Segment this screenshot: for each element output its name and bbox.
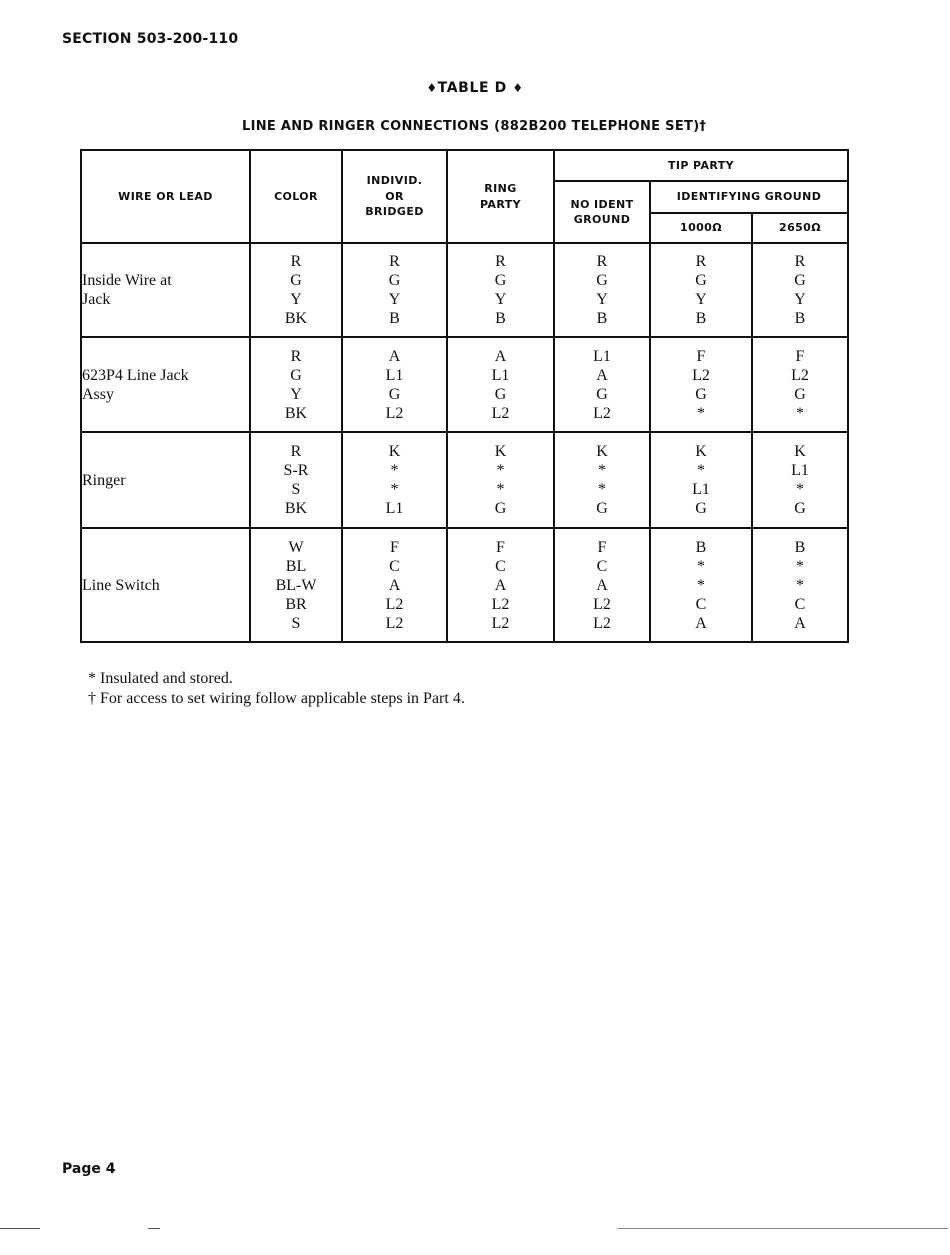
footnotes (88, 669, 465, 709)
cell-value: G (695, 385, 707, 403)
scan-artifact (0, 1228, 40, 1229)
cell-color (250, 337, 342, 432)
cell-value: F (496, 538, 505, 556)
cell-value: * (390, 481, 399, 498)
scan-artifact (618, 1228, 948, 1229)
cell-value: S (291, 614, 301, 632)
cell-value: L2 (491, 614, 510, 632)
cell-value: L2 (385, 614, 404, 632)
cell-lead (81, 243, 250, 337)
cell-value: A (596, 366, 608, 384)
table-row (81, 243, 848, 337)
cell-value: BR (285, 595, 307, 613)
cell-value: C (596, 557, 608, 575)
cell-value: K (388, 443, 401, 460)
cell-value: Line Switch (82, 576, 160, 594)
cell-value: F (696, 347, 706, 365)
cell-individ (342, 432, 447, 528)
cell-value: L1 (385, 500, 404, 517)
cell-no-ident (554, 528, 650, 642)
cell-color (250, 243, 342, 337)
cell-value: * (496, 481, 505, 498)
cell-value: * (796, 576, 804, 594)
cell-value: F (795, 347, 805, 365)
cell-value: G (794, 385, 806, 403)
table-title-text: TABLE D (437, 80, 507, 96)
cell-value: K (695, 443, 707, 460)
header-ring-party-line: PARTY (479, 197, 521, 211)
cell-no-ident (554, 432, 650, 528)
scan-artifact (148, 1228, 160, 1229)
cell-value: * (697, 462, 705, 479)
header-1000-ohm: 1000Ω (650, 213, 752, 243)
cell-ohm-1000 (650, 432, 752, 528)
cell-no-ident (554, 337, 650, 432)
cell-ohm-2650 (752, 432, 848, 528)
cell-ring-party (447, 432, 554, 528)
header-no-ident-line: NO IDENT (570, 197, 634, 211)
cell-value: G (695, 500, 707, 517)
cell-value: R (290, 443, 302, 460)
cell-value: * (796, 557, 804, 575)
table-subtitle: LINE AND RINGER CONNECTIONS (882B200 TELEPHONE SET)† (242, 119, 707, 134)
table-row (81, 528, 848, 642)
cell-value: L1 (791, 462, 809, 479)
table-row (81, 337, 848, 432)
cell-value: L2 (692, 366, 710, 384)
cell-value: L2 (593, 404, 611, 422)
cell-value: BK (284, 310, 308, 327)
cell-ring-party (447, 243, 554, 337)
cell-value: * (796, 481, 804, 498)
cell-value: L2 (385, 595, 404, 613)
cell-value: B (495, 310, 506, 327)
cell-value: L1 (385, 366, 404, 384)
cell-value: A (494, 347, 507, 365)
cell-value: Y (388, 291, 401, 308)
cell-value: B (389, 310, 400, 327)
cell-value: B (695, 538, 707, 556)
cell-value: Jack (82, 291, 111, 308)
cell-value: B (596, 310, 608, 327)
cell-ohm-1000 (650, 337, 752, 432)
cell-value: S-R (283, 462, 309, 479)
header-tip-party: TIP PARTY (554, 150, 848, 181)
cell-value: G (388, 385, 401, 403)
diamond-icon-right: ♦ (512, 81, 524, 95)
cell-lead (81, 528, 250, 642)
cell-value: B (794, 538, 806, 556)
cell-ohm-2650 (752, 337, 848, 432)
cell-value: A (494, 576, 507, 594)
cell-value: K (494, 443, 507, 460)
header-individ-line: INDIVID. (366, 174, 423, 188)
cell-value: G (494, 385, 507, 403)
cell-value: G (596, 272, 608, 289)
section-header: SECTION 503-200-110 (62, 31, 239, 47)
header-individ-line: OR (385, 189, 404, 203)
cell-lead (81, 337, 250, 432)
cell-value: R (596, 253, 608, 270)
cell-value: L2 (385, 404, 404, 422)
cell-value: BK (284, 404, 308, 422)
cell-value: L1 (593, 347, 611, 365)
cell-value: L1 (692, 481, 710, 498)
cell-value: R (389, 253, 400, 270)
cell-value: S (291, 481, 301, 498)
cell-ring-party (447, 528, 554, 642)
table-row (81, 432, 848, 528)
cell-value: Ringer (82, 471, 126, 489)
header-no-ident-ground (554, 181, 650, 243)
header-color: COLOR (250, 150, 342, 243)
cell-ohm-2650 (752, 243, 848, 337)
cell-value: C (495, 557, 506, 575)
cell-color (250, 432, 342, 528)
cell-value: R (290, 347, 302, 365)
cell-value: B (695, 310, 707, 327)
header-individ-line: BRIDGED (365, 205, 424, 219)
cell-value: G (388, 272, 401, 289)
cell-ring-party (447, 337, 554, 432)
header-individ (342, 150, 447, 243)
cell-color (250, 528, 342, 642)
cell-ohm-1000 (650, 243, 752, 337)
table-body (81, 243, 848, 642)
header-ring-party (447, 150, 554, 243)
cell-no-ident (554, 243, 650, 337)
cell-ohm-2650 (752, 528, 848, 642)
cell-value: G (794, 500, 806, 517)
cell-lead (81, 432, 250, 528)
cell-value: L2 (593, 614, 611, 632)
header-no-ident-line: GROUND (573, 213, 631, 226)
cell-value: A (596, 576, 608, 594)
cell-value: L2 (491, 595, 510, 613)
cell-value: 623P4 Line Jack (82, 366, 189, 384)
cell-value: K (596, 443, 608, 460)
cell-value: * (697, 576, 705, 594)
cell-value: Y (695, 291, 707, 308)
cell-value: * (697, 404, 705, 422)
cell-value: Y (494, 291, 507, 308)
cell-value: B (794, 310, 806, 327)
diamond-icon-left: ♦ (426, 81, 438, 95)
cell-value: Y (290, 385, 302, 403)
header-identifying-ground: IDENTIFYING GROUND (650, 181, 848, 213)
cell-value: BL-W (275, 576, 317, 594)
cell-value: W (288, 538, 304, 556)
header-wire-or-lead: WIRE OR LEAD (81, 150, 250, 243)
cell-value: R (290, 253, 302, 270)
cell-value: Y (290, 291, 302, 308)
cell-ohm-1000 (650, 528, 752, 642)
cell-value: L2 (593, 595, 611, 613)
cell-value: C (794, 595, 806, 613)
cell-value: * (697, 557, 705, 575)
cell-value: L2 (491, 404, 510, 422)
cell-value: C (695, 595, 707, 613)
cell-individ (342, 337, 447, 432)
cell-value: * (598, 462, 606, 479)
table-title (0, 80, 950, 96)
page-number: Page 4 (62, 1161, 116, 1177)
cell-value: Y (794, 291, 806, 308)
cell-value: G (494, 500, 507, 517)
cell-value: R (794, 253, 806, 270)
cell-value: F (390, 538, 399, 556)
wiring-table (80, 149, 849, 643)
cell-value: BL (285, 557, 307, 575)
cell-individ (342, 528, 447, 642)
cell-value: * (390, 462, 399, 479)
cell-value: R (495, 253, 506, 270)
cell-value: G (596, 385, 608, 403)
cell-value: A (695, 614, 707, 632)
cell-value: * (796, 404, 804, 422)
cell-value: G (290, 366, 302, 384)
footnote-asterisk: * Insulated and stored. (88, 670, 233, 687)
cell-individ (342, 243, 447, 337)
cell-value: C (389, 557, 400, 575)
cell-value: G (290, 272, 302, 289)
header-ring-party-line: RING (484, 182, 517, 196)
cell-value: K (794, 443, 806, 460)
cell-value: G (794, 272, 806, 289)
cell-value: * (496, 462, 505, 479)
cell-value: * (598, 481, 606, 498)
cell-value: F (597, 538, 607, 556)
cell-value: R (695, 253, 707, 270)
cell-value: A (388, 347, 401, 365)
cell-value: Assy (82, 385, 115, 403)
cell-value: Y (596, 291, 608, 308)
cell-value: Inside Wire at (82, 272, 172, 289)
cell-value: G (695, 272, 707, 289)
cell-value: L2 (791, 366, 809, 384)
cell-value: A (388, 576, 401, 594)
header-2650-ohm: 2650Ω (752, 213, 848, 243)
cell-value: L1 (491, 366, 510, 384)
footnote-dagger: † For access to set wiring follow applicable steps in Part 4. (88, 690, 465, 707)
cell-value: G (596, 500, 608, 517)
cell-value: A (794, 614, 806, 632)
cell-value: BK (284, 500, 308, 517)
cell-value: G (494, 272, 507, 289)
